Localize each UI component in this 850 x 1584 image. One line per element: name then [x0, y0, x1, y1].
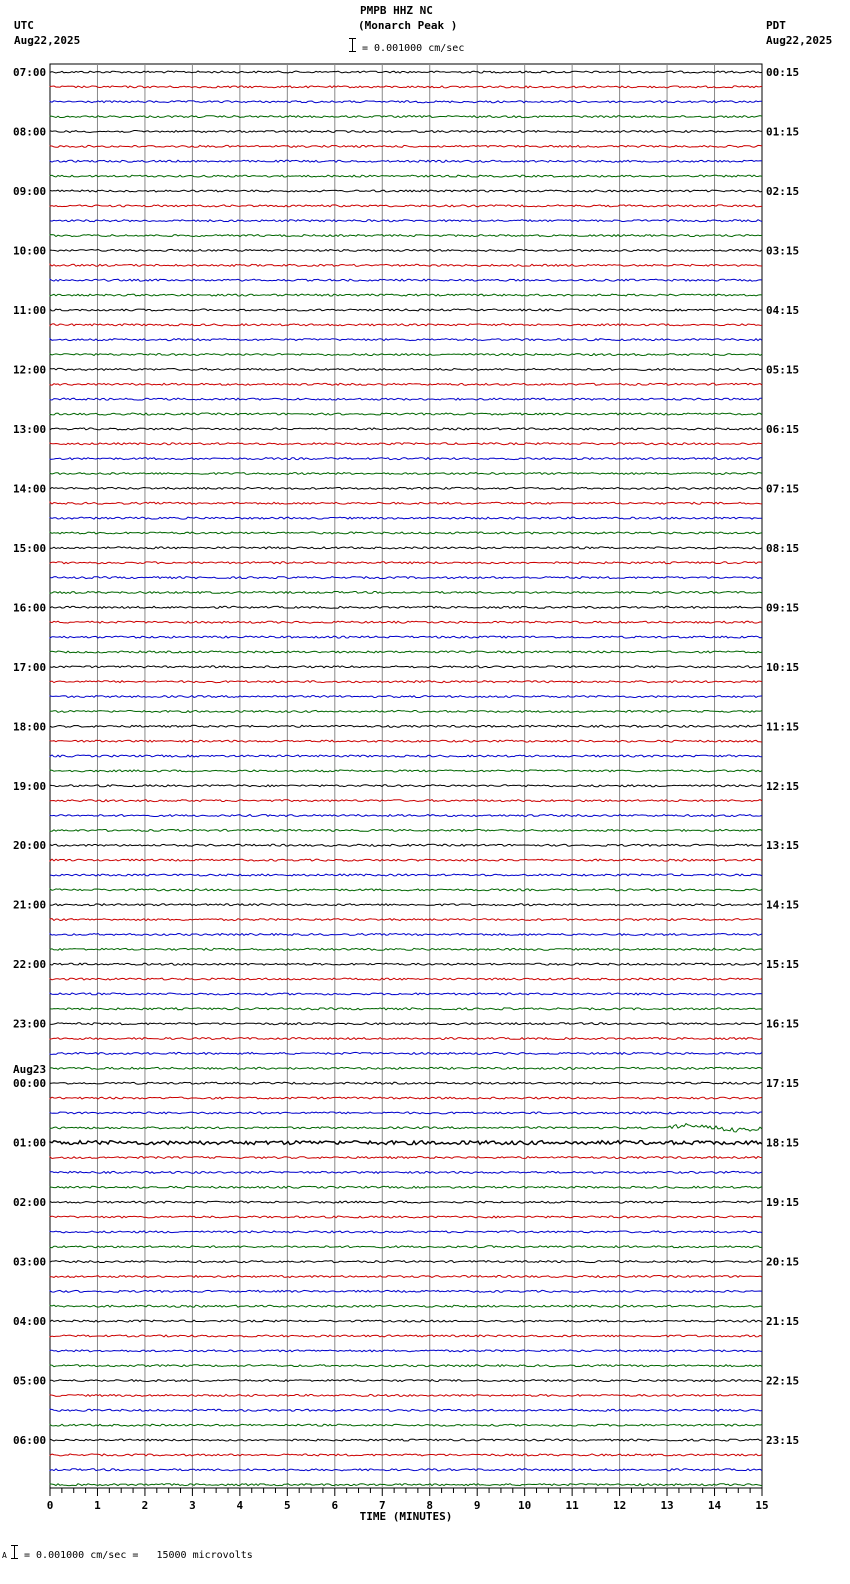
pdt-label: PDT: [766, 19, 786, 32]
seismic-trace: [50, 755, 762, 757]
utc-hour-label: 08:00: [13, 125, 47, 139]
pdt-hour-label: 18:15: [766, 1136, 800, 1150]
utc-hour-label: 15:00: [13, 541, 47, 555]
seismic-trace: [50, 294, 762, 296]
seismic-trace: [50, 1171, 762, 1173]
utc-hour-label: 05:00: [13, 1374, 47, 1388]
pdt-hour-label: 20:15: [766, 1255, 800, 1269]
seismic-trace: [50, 249, 762, 251]
seismic-trace: [50, 666, 762, 668]
utc-date: Aug22,2025: [14, 34, 81, 47]
seismic-trace: [50, 443, 762, 445]
seismic-trace: [50, 220, 762, 222]
utc-hour-label: 12:00: [13, 363, 47, 377]
utc-hour-label: 02:00: [13, 1196, 47, 1210]
seismic-trace: [50, 993, 762, 995]
seismic-trace: [50, 547, 762, 549]
seismic-trace: [50, 1082, 762, 1084]
seismic-trace: [50, 1320, 762, 1322]
seismic-trace: [50, 517, 762, 519]
seismic-trace: [50, 1023, 762, 1025]
seismic-trace: [50, 458, 762, 460]
utc-hour-label: 13:00: [13, 422, 47, 436]
seismic-trace: [50, 487, 762, 489]
pdt-hour-label: 22:15: [766, 1374, 800, 1388]
x-tick-label: 13: [660, 1499, 674, 1512]
seismic-trace: [50, 874, 762, 876]
x-tick-label: 10: [518, 1499, 532, 1512]
pdt-hour-label: 16:15: [766, 1017, 800, 1031]
seismic-trace: [50, 235, 762, 237]
seismic-trace: [50, 785, 762, 787]
seismic-trace: [50, 606, 762, 608]
footer-scale-text: = 0.001000 cm/sec = 15000 microvolts: [24, 1550, 253, 1561]
seismic-trace: [50, 815, 762, 817]
seismic-trace: [50, 324, 762, 326]
x-tick-label: 7: [378, 1499, 386, 1512]
seismic-trace: [50, 309, 762, 311]
seismic-trace: [50, 532, 762, 534]
pdt-hour-label: 06:15: [766, 422, 800, 436]
seismic-trace: [50, 1335, 762, 1337]
utc-hour-label: 03:00: [13, 1255, 47, 1269]
seismic-trace: [50, 859, 762, 861]
seismic-trace: [50, 621, 762, 623]
seismic-trace: [50, 160, 762, 162]
seismic-trace: [50, 1261, 762, 1263]
seismic-trace: [50, 428, 762, 430]
seismic-trace: [50, 770, 762, 772]
seismic-trace: [50, 1067, 762, 1069]
pdt-hour-label: 08:15: [766, 541, 800, 555]
seismic-trace: [50, 1008, 762, 1010]
pdt-hour-label: 14:15: [766, 898, 800, 912]
seismic-trace: [50, 1305, 762, 1307]
x-tick-label: 6: [331, 1499, 339, 1512]
x-tick-label: 8: [426, 1499, 434, 1512]
seismic-trace: [50, 1409, 762, 1411]
seismic-trace: [50, 681, 762, 683]
x-tick-label: 3: [189, 1499, 196, 1512]
utc-hour-label: 20:00: [13, 839, 47, 853]
seismic-trace: [50, 889, 762, 891]
seismic-trace: [50, 101, 762, 103]
pdt-hour-label: 11:15: [766, 720, 800, 734]
seismic-trace: [50, 651, 762, 653]
site-name: (Monarch Peak ): [358, 19, 458, 32]
utc-hour-label: 18:00: [13, 720, 47, 734]
seismic-trace: [50, 1231, 762, 1233]
seismic-trace: [50, 696, 762, 698]
seismic-trace: [50, 636, 762, 638]
seismic-trace: [50, 978, 762, 980]
pdt-hour-label: 01:15: [766, 125, 800, 139]
seismic-trace: [50, 844, 762, 846]
x-tick-label: 11: [565, 1499, 579, 1512]
utc-hour-label: 17:00: [13, 660, 47, 674]
seismic-trace: [50, 339, 762, 341]
seismic-trace: [50, 1246, 762, 1248]
seismic-trace: [50, 383, 762, 385]
seismic-trace: [50, 1350, 762, 1352]
utc-hour-label: 11:00: [13, 303, 47, 317]
utc-hour-label: 04:00: [13, 1315, 47, 1329]
pdt-hour-label: 19:15: [766, 1196, 800, 1210]
pdt-hour-label: 03:15: [766, 244, 800, 258]
seismic-trace: [50, 829, 762, 831]
seismic-trace: [50, 1469, 762, 1471]
x-tick-label: 4: [236, 1499, 244, 1512]
footer-scale-bar-icon: [14, 1545, 15, 1559]
seismic-trace: [50, 1201, 762, 1203]
utc-hour-label: 10:00: [13, 244, 47, 258]
utc-hour-label: 09:00: [13, 184, 47, 198]
seismic-trace: [50, 1380, 762, 1382]
x-tick-label: 0: [46, 1499, 54, 1512]
seismic-trace: [50, 205, 762, 207]
pdt-date: Aug22,2025: [766, 34, 833, 47]
seismic-trace: [50, 577, 762, 579]
utc-hour-label: 22:00: [13, 958, 47, 972]
seismic-trace: [50, 919, 762, 921]
seismic-trace: [50, 1186, 762, 1188]
seismic-trace: [50, 1141, 762, 1145]
x-tick-label: 1: [94, 1499, 101, 1512]
seismic-trace: [50, 1454, 762, 1456]
seismic-trace: [50, 1112, 762, 1114]
seismic-trace: [50, 963, 762, 965]
seismic-trace: [50, 562, 762, 564]
utc-hour-label: 23:00: [13, 1017, 47, 1031]
pdt-hour-label: 00:15: [766, 66, 800, 79]
seismic-trace: [50, 710, 762, 712]
pdt-hour-label: 07:15: [766, 482, 800, 496]
station-title: PMPB HHZ NC: [360, 4, 433, 17]
seismic-trace: [50, 1484, 762, 1486]
seismic-trace: [50, 264, 762, 266]
utc-hour-label: 16:00: [13, 601, 47, 615]
x-tick-label: 9: [473, 1499, 481, 1512]
x-tick-label: 15: [755, 1499, 769, 1512]
utc-hour-label: 14:00: [13, 482, 47, 496]
seismic-trace: [50, 116, 762, 118]
seismic-trace: [50, 800, 762, 802]
seismic-trace: [50, 1124, 762, 1132]
seismic-trace: [50, 473, 762, 475]
seismic-trace: [50, 1216, 762, 1218]
seismic-trace: [50, 1157, 762, 1159]
pdt-hour-label: 13:15: [766, 839, 800, 853]
utc-hour-label: 06:00: [13, 1434, 47, 1448]
utc-label: UTC: [14, 19, 34, 32]
pdt-hour-label: 02:15: [766, 184, 800, 198]
seismic-trace: [50, 368, 762, 370]
seismic-trace: [50, 1424, 762, 1426]
seismic-trace: [50, 145, 762, 147]
seismic-trace: [50, 398, 762, 400]
seismic-trace: [50, 502, 762, 504]
x-tick-label: 2: [141, 1499, 149, 1512]
utc-hour-label: 21:00: [13, 898, 47, 912]
seismic-trace: [50, 725, 762, 727]
seismic-trace: [50, 592, 762, 594]
seismic-trace: [50, 934, 762, 936]
pdt-hour-label: 12:15: [766, 779, 800, 793]
pdt-hour-label: 10:15: [766, 660, 800, 674]
seismic-trace: [50, 948, 762, 950]
plot-frame: [50, 64, 762, 1488]
seismic-trace: [50, 279, 762, 281]
seismic-trace: [50, 1097, 762, 1099]
utc-hour-label: 07:00: [13, 66, 47, 79]
seismic-trace: [50, 1365, 762, 1367]
seismic-trace: [50, 1038, 762, 1040]
pdt-hour-label: 23:15: [766, 1434, 800, 1448]
x-tick-label: 5: [284, 1499, 291, 1512]
utc-hour-label: 00:00: [13, 1077, 47, 1091]
pdt-hour-label: 04:15: [766, 303, 800, 317]
pdt-hour-label: 15:15: [766, 958, 800, 972]
seismic-trace: [50, 190, 762, 192]
utc-hour-label: 19:00: [13, 779, 47, 793]
seismic-trace: [50, 354, 762, 356]
seismic-trace: [50, 131, 762, 133]
seismic-trace: [50, 904, 762, 906]
seismic-trace: [50, 740, 762, 742]
seismic-trace: [50, 175, 762, 177]
utc-hour-label: 01:00: [13, 1136, 47, 1150]
seismic-trace: [50, 413, 762, 415]
pdt-hour-label: 21:15: [766, 1315, 800, 1329]
pdt-hour-label: 17:15: [766, 1077, 800, 1091]
x-tick-label: 14: [707, 1499, 722, 1512]
scale-text: = 0.001000 cm/sec: [362, 43, 465, 54]
seismic-trace: [50, 86, 762, 88]
pdt-hour-label: 09:15: [766, 601, 800, 615]
seismic-trace: [50, 1394, 762, 1396]
footer-marker: A: [2, 1551, 7, 1560]
seismic-trace: [50, 1052, 762, 1054]
x-axis-title: TIME (MINUTES): [359, 1510, 453, 1523]
x-tick-label: 12: [612, 1499, 627, 1512]
seismic-trace: [50, 1276, 762, 1278]
seismic-trace: [50, 71, 762, 73]
seismic-trace: [50, 1439, 762, 1441]
pdt-hour-label: 05:15: [766, 363, 800, 377]
seismic-trace: [50, 1290, 762, 1292]
date-change-label: Aug23: [13, 1063, 47, 1077]
